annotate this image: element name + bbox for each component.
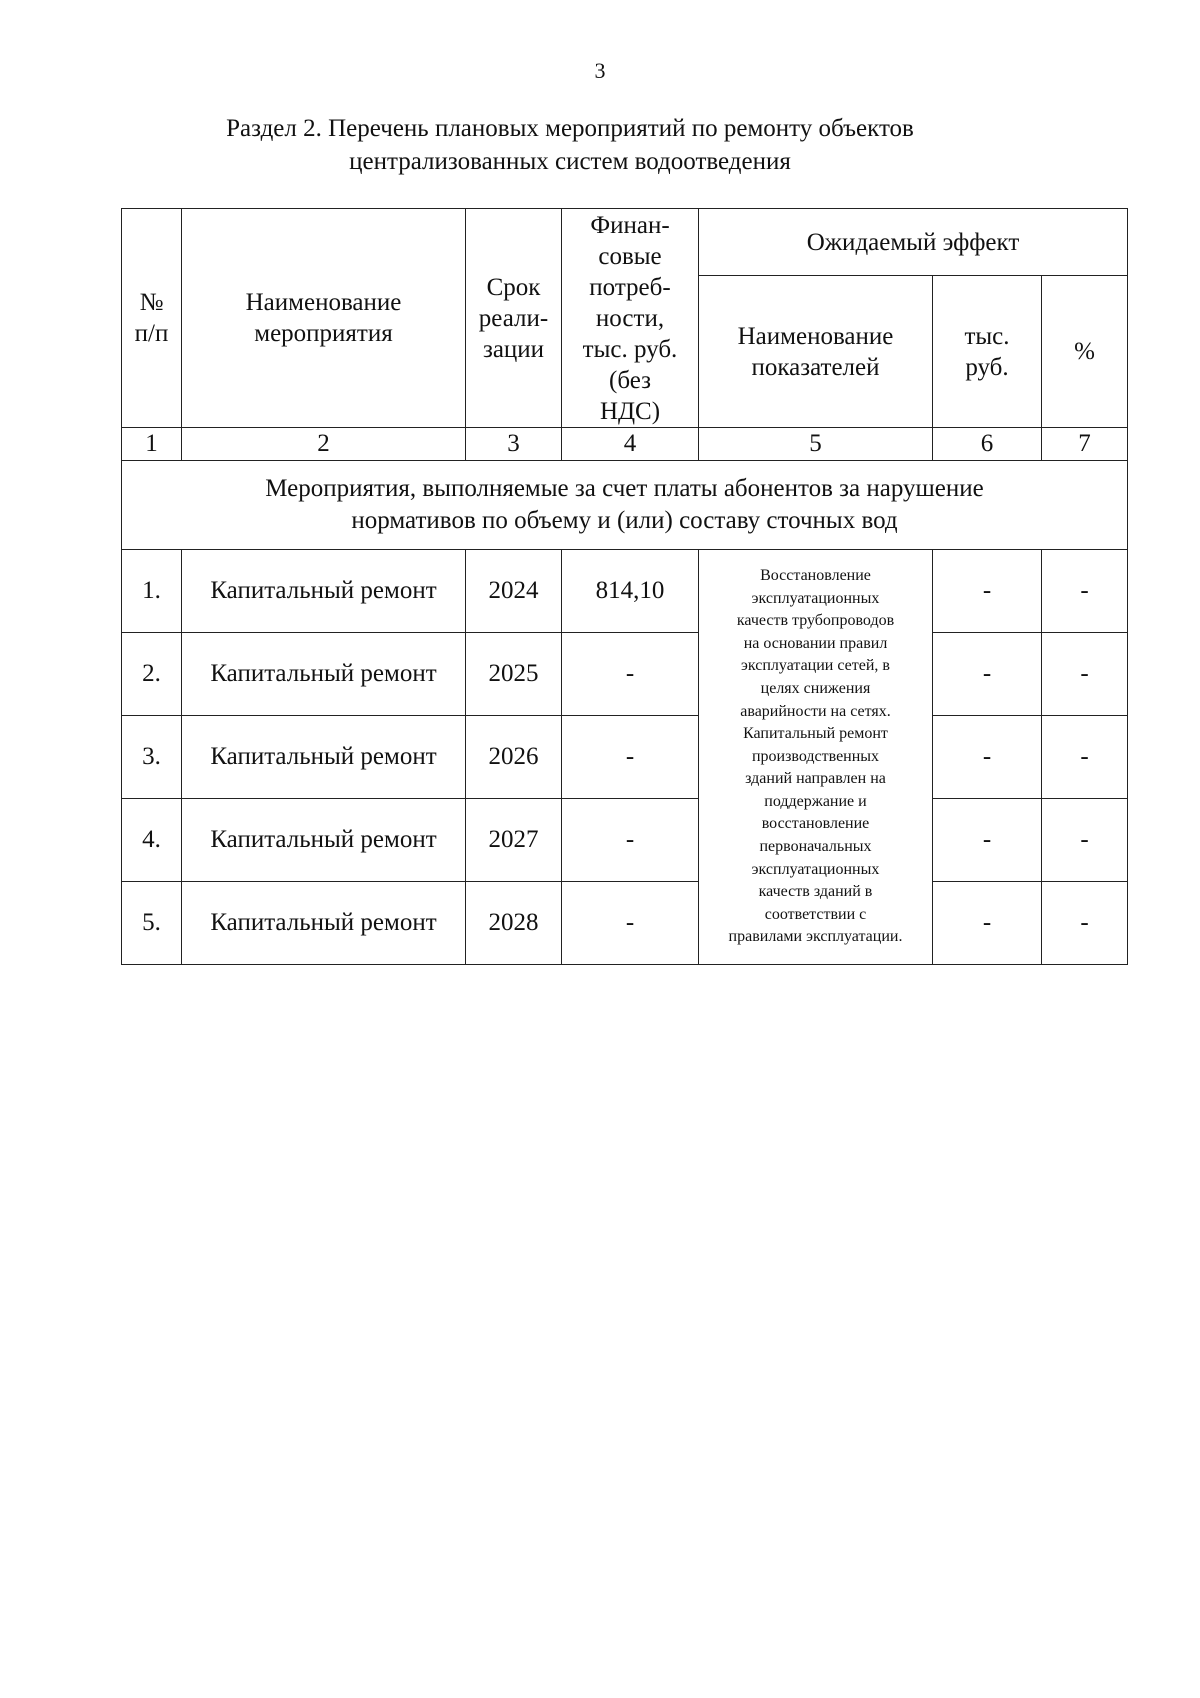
table-row bbox=[122, 882, 1128, 965]
effect-description: Восстановление эксплуатационных качеств трубопроводов на основании правил эксплуатации сетей, в целях снижения аварийности на сетях. Капитальный ремонт производственных зданий направлен на поддержание и восстановление первоначальных эксплуатационных качеств зданий в соответствии с правилами эксплуатации. bbox=[699, 550, 933, 965]
row-year: 2028 bbox=[466, 882, 562, 965]
row-name: Капитальный ремонт bbox=[182, 633, 466, 716]
column-number: 5 bbox=[699, 428, 933, 461]
row-finance: - bbox=[562, 882, 699, 965]
row-thousand-rub: - bbox=[933, 882, 1042, 965]
header-percent: % bbox=[1042, 276, 1128, 428]
table-row bbox=[122, 550, 1128, 633]
row-percent: - bbox=[1042, 799, 1128, 882]
column-number: 2 bbox=[182, 428, 466, 461]
section-title-line-2: централизованных систем водоотведения bbox=[349, 148, 791, 175]
row-name: Капитальный ремонт bbox=[182, 882, 466, 965]
row-thousand-rub: - bbox=[933, 550, 1042, 633]
row-percent: - bbox=[1042, 550, 1128, 633]
table-row bbox=[122, 799, 1128, 882]
row-thousand-rub: - bbox=[933, 716, 1042, 799]
row-finance: - bbox=[562, 799, 699, 882]
column-numbers-row bbox=[122, 428, 1128, 461]
table-row bbox=[122, 633, 1128, 716]
row-year: 2027 bbox=[466, 799, 562, 882]
column-number: 4 bbox=[562, 428, 699, 461]
row-num: 2. bbox=[122, 633, 182, 716]
section-title-line-1: Раздел 2. Перечень плановых мероприятий по ремонту объектов bbox=[226, 115, 914, 142]
header-indicator: Наименование показателей bbox=[699, 276, 933, 428]
row-percent: - bbox=[1042, 716, 1128, 799]
row-percent: - bbox=[1042, 633, 1128, 716]
row-num: 4. bbox=[122, 799, 182, 882]
page-number: 3 bbox=[594, 58, 606, 83]
row-name: Капитальный ремонт bbox=[182, 799, 466, 882]
row-year: 2024 bbox=[466, 550, 562, 633]
header-term: Срок реали- зации bbox=[466, 209, 562, 428]
column-number: 6 bbox=[933, 428, 1042, 461]
row-percent: - bbox=[1042, 882, 1128, 965]
row-finance: - bbox=[562, 716, 699, 799]
row-num: 3. bbox=[122, 716, 182, 799]
row-finance: - bbox=[562, 633, 699, 716]
table-row bbox=[122, 716, 1128, 799]
header-name: Наименование мероприятия bbox=[182, 209, 466, 428]
row-thousand-rub: - bbox=[933, 633, 1042, 716]
column-number: 1 bbox=[122, 428, 182, 461]
row-num: 5. bbox=[122, 882, 182, 965]
header-num: № п/п bbox=[122, 209, 182, 428]
row-finance: 814,10 bbox=[562, 550, 699, 633]
row-name: Капитальный ремонт bbox=[182, 716, 466, 799]
header-finance: Финан- совые потреб- ности, тыс. руб. (без НДС) bbox=[562, 209, 699, 428]
row-name: Капитальный ремонт bbox=[182, 550, 466, 633]
column-number: 3 bbox=[466, 428, 562, 461]
column-number: 7 bbox=[1042, 428, 1128, 461]
row-year: 2026 bbox=[466, 716, 562, 799]
row-num: 1. bbox=[122, 550, 182, 633]
header-expected-effect: Ожидаемый эффект bbox=[699, 209, 1128, 276]
row-year: 2025 bbox=[466, 633, 562, 716]
section-heading: Мероприятия, выполняемые за счет платы абонентов за нарушение нормативов по объему и (или) составу сточных вод bbox=[122, 461, 1128, 550]
section-title bbox=[140, 112, 1000, 178]
header-thousand-rub: тыс. руб. bbox=[933, 276, 1042, 428]
row-thousand-rub: - bbox=[933, 799, 1042, 882]
section-heading-row bbox=[122, 461, 1128, 550]
plan-table bbox=[121, 208, 1128, 965]
